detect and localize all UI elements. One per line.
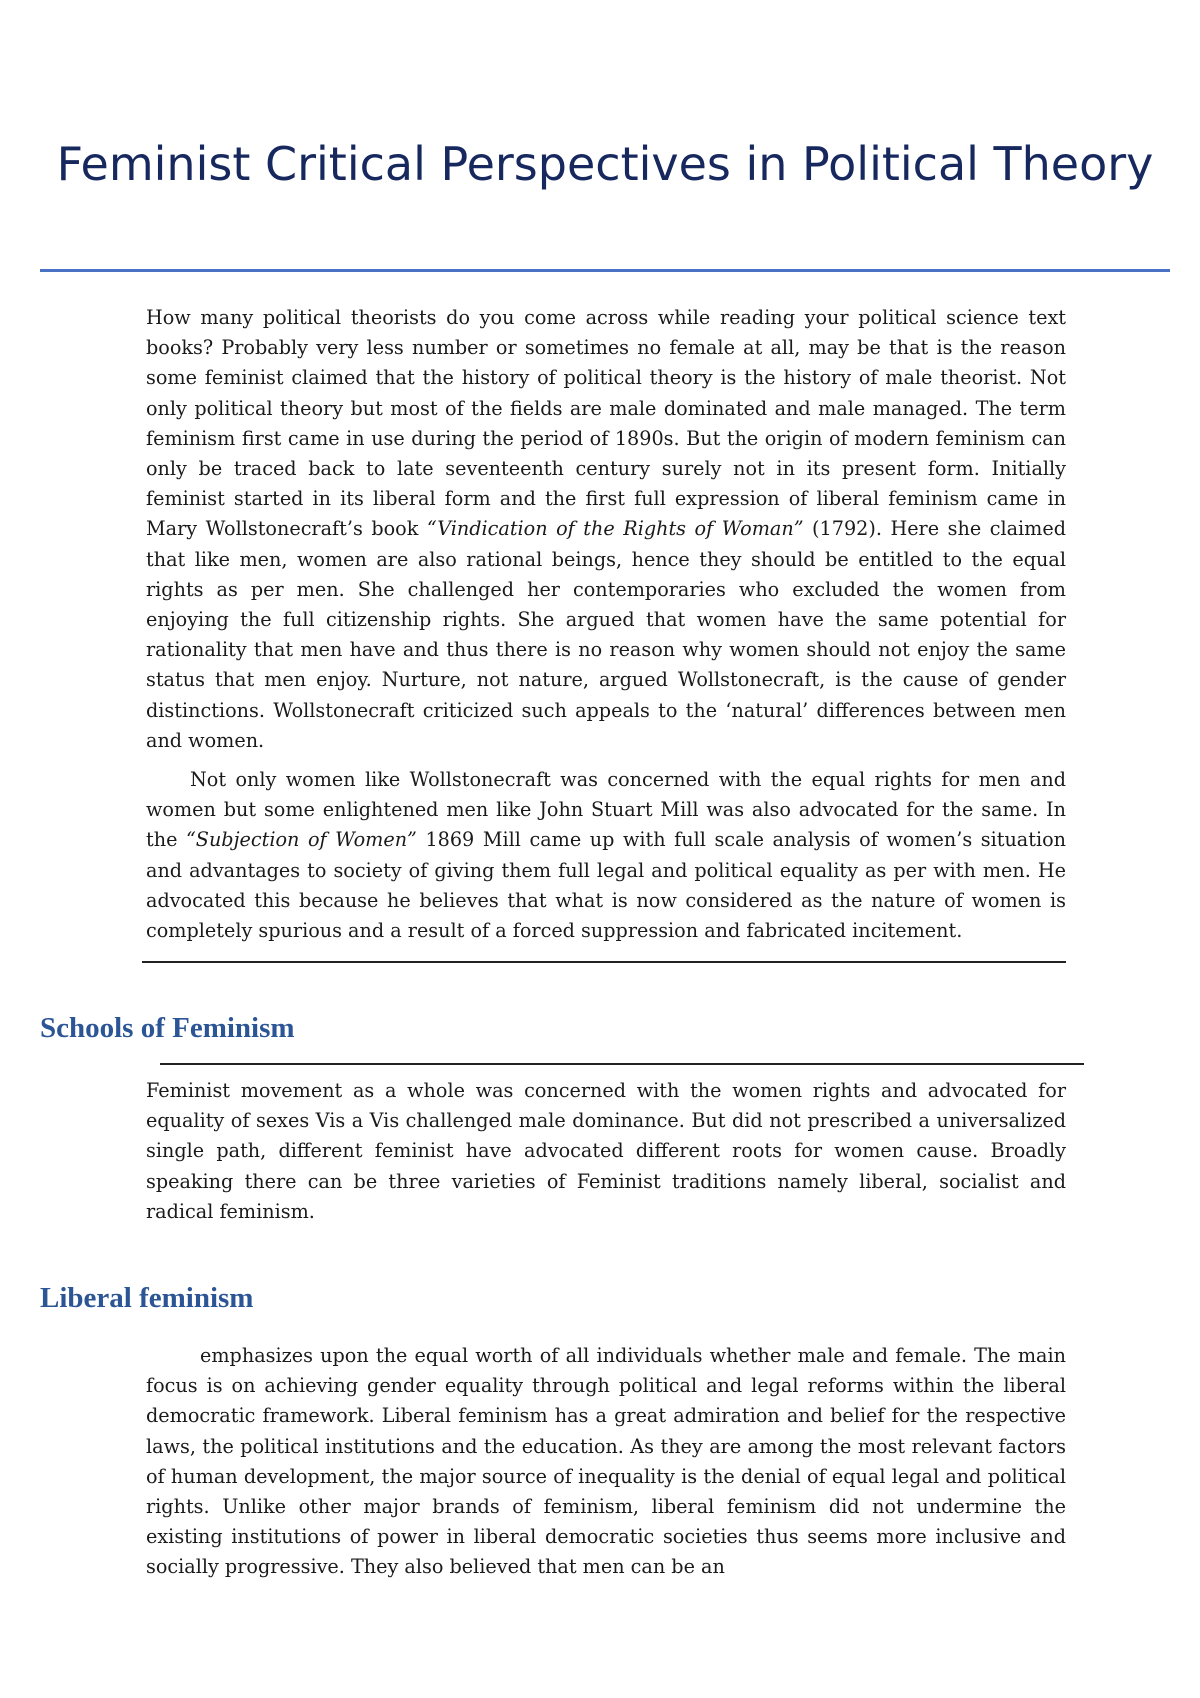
schools-paragraph: Feminist movement as a whole was concerned with the women rights and advocated for equality of sexes Vis a Vis challenged male dominance. But did not prescribed a universalized single path, different feminist have advocated different roots for women cause. Broadly speaking there can be three varieties of Feminist traditions namely liberal, socialist and radical feminism. [146, 1079, 1066, 1223]
intro-paragraph-2 [146, 765, 1066, 946]
intro-p1-text-after: (1792). Here she claimed that like men, women are also rational beings, hence they should be entitled to the equal rights as per men. She challenged her contemporaries who excluded the women from enjoying the full citizenship rights. She argued that women have the same potential for rationality that men have and thus there is no reason why women should not enjoy the same status that men enjoy. Nurture, not nature, argued Wollstonecraft, is the cause of gender distinctions. Wollstonecraft criticized such appeals to the ‘natural’ differences between men and women. [146, 517, 1066, 752]
intro-p2-book-title: “Subjection of Women” [186, 828, 417, 852]
liberal-section [146, 1341, 1066, 1583]
liberal-heading: Liberal feminism [40, 1282, 254, 1314]
section-divider-lower [160, 1063, 1084, 1065]
intro-p1-book-title: “Vindication of the Rights of Woman” [426, 517, 804, 541]
document-title: Feminist Critical Perspectives in Political Theory [56, 137, 1154, 191]
section-divider-upper [142, 961, 1066, 963]
title-underline [40, 269, 1170, 272]
intro-p2-text-after: 1869 Mill came up with full scale analysis of women’s situation and advantages to society of giving them full legal and political equality as per with men. He advocated this because he believes that what is now considered as the nature of women is completely spurious and a result of a forced suppression and fabricated incitement. [146, 828, 1066, 943]
intro-p2-text-before: Not only women like Wollstonecraft was concerned with the equal rights for men and women but some enlightened men like John Stuart Mill was also advocated for the same. In the [146, 768, 1066, 852]
intro-section [146, 303, 1066, 946]
schools-section [146, 1076, 1066, 1227]
intro-paragraph-1 [146, 303, 1066, 756]
intro-p1-text-before: How many political theorists do you come across while reading your political science text books? Probably very less number or sometimes no female at all, may be that is the reason some feminist claimed that the history of political theory is the history of male theorist. Not only political theory but most of the fields are male dominated and male managed. The term feminism first came in use during the period of 1890s. But the origin of modern feminism can only be traced back to late seventeenth century surely not in its present form. Initially feminist started in its liberal form and the first full expression of liberal feminism came in Mary Wollstonecraft’s book [146, 306, 1066, 541]
liberal-paragraph: emphasizes upon the equal worth of all individuals whether male and female. The main focus is on achieving gender equality through political and legal reforms within the liberal democratic framework. Liberal feminism has a great admiration and belief for the respective laws, the political institutions and the education. As they are among the most relevant factors of human development, the major source of inequality is the denial of equal legal and political rights. Unlike other major brands of feminism, liberal feminism did not undermine the existing institutions of power in liberal democratic societies thus seems more inclusive and socially progressive. They also believed that men can be an [146, 1344, 1066, 1579]
schools-heading: Schools of Feminism [40, 1012, 295, 1044]
